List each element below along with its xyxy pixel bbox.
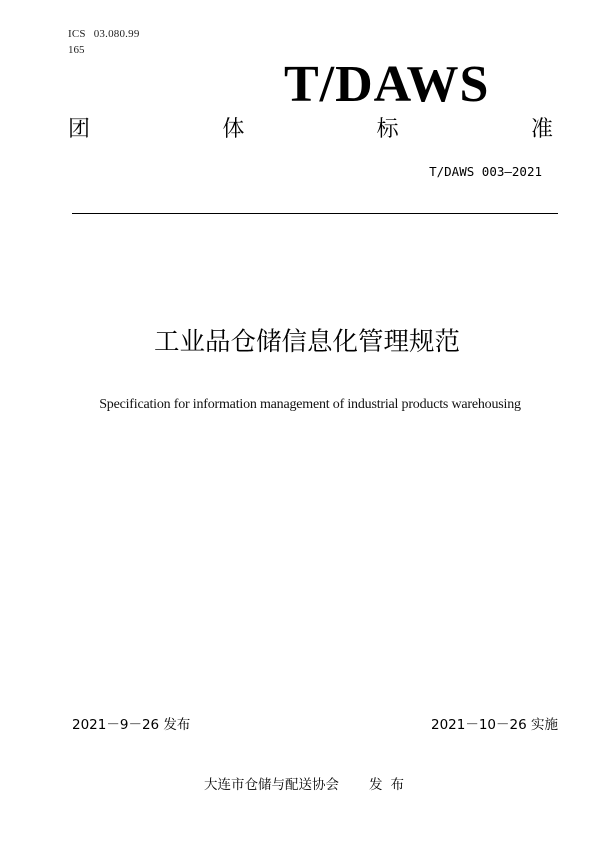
standard-type-char: 准: [530, 117, 553, 142]
standard-type: [68, 116, 553, 144]
standard-number: T/DAWS 003—2021: [429, 164, 542, 179]
publisher-action: 发布: [369, 777, 412, 793]
ics-label: ICS: [68, 28, 86, 40]
ics-classification: [68, 27, 140, 41]
publisher: [204, 776, 412, 794]
standard-type-char: 体: [222, 117, 245, 142]
document-title-chinese: 工业品仓储信息化管理规范: [153, 327, 460, 357]
publisher-name: 大连市仓储与配送协会: [204, 777, 339, 793]
document-title-english: Specification for information management of industrial products warehousing: [99, 397, 521, 412]
implementation-date: 2021－10－26 实施: [430, 717, 558, 733]
header-divider: [72, 213, 558, 214]
standard-type-char: 标: [376, 117, 399, 142]
standard-type-char: 团: [68, 117, 91, 142]
ccs-code: 165: [68, 44, 85, 56]
organization-code: T/DAWS: [284, 56, 490, 113]
ics-code: 03.080.99: [93, 28, 140, 40]
issue-date: 2021－9－26 发布: [72, 717, 191, 733]
